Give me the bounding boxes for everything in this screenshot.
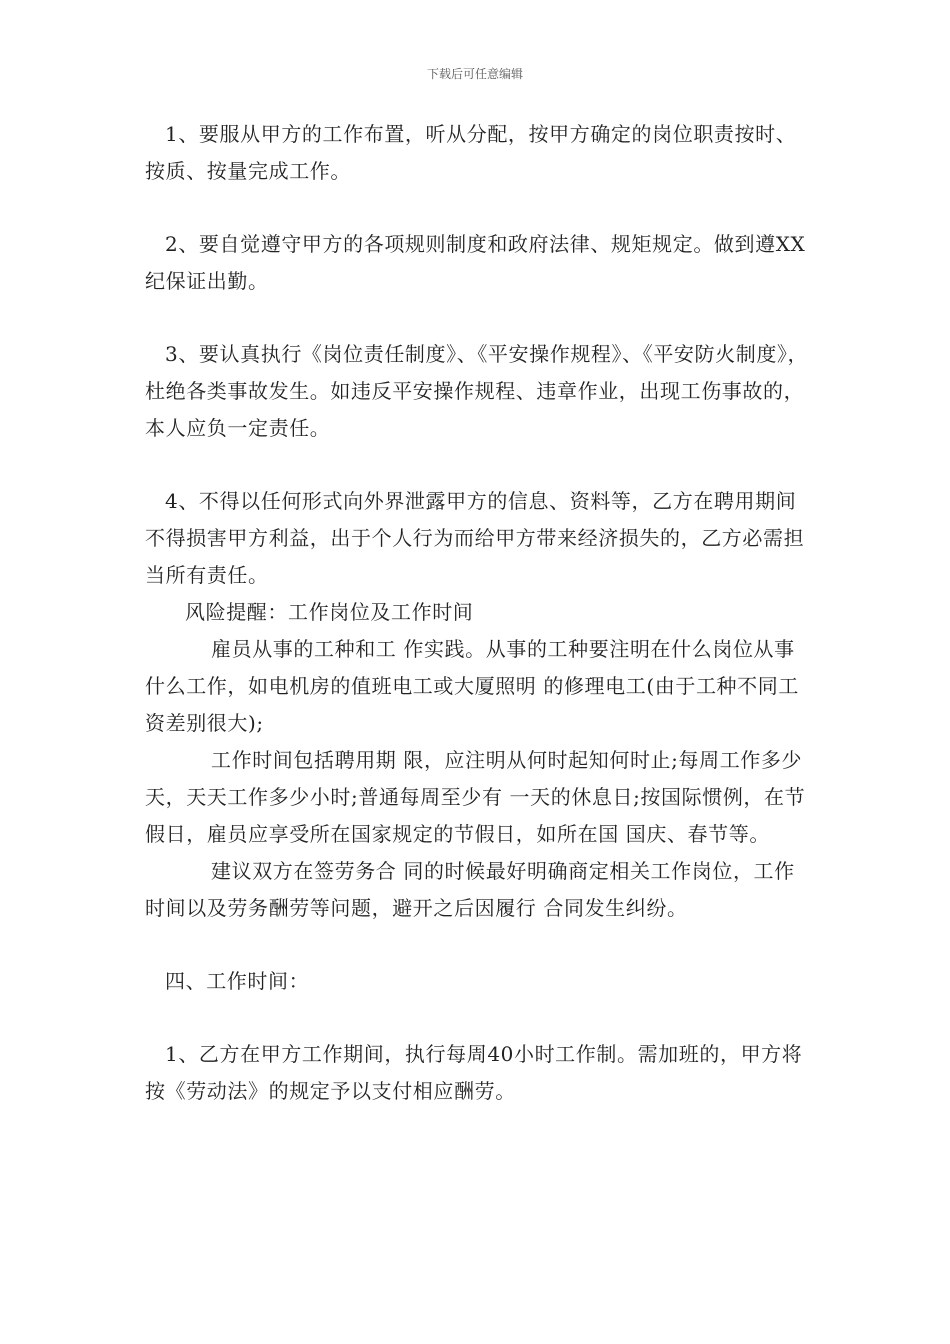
paragraph-gap — [145, 447, 810, 483]
paragraph-gap — [145, 190, 810, 226]
risk-reminder-heading: 风险提醒：工作岗位及工作时间 — [185, 600, 474, 624]
paragraph-item-1: 1、要服从甲方的工作布置，听从分配，按甲方确定的岗位职责按时、按质、按量完成工作。 — [145, 122, 797, 183]
section-heading-work-time: 四、工作时间： — [165, 969, 310, 993]
document-body — [145, 116, 810, 1110]
risk-reminder-paragraph-1: 雇员从事的工种和工 作实践。从事的工种要注明在什么岗位从事什么工作，如电机房的值班电工或大厦照明 的修理电工(由于工种不同工资差别很大); — [145, 637, 799, 735]
paragraph-item-work-hours: 1、乙方在甲方工作期间，执行每周40小时工作制。需加班的，甲方将按《劳动法》的规定予以支付相应酬劳。 — [145, 1042, 803, 1103]
paragraph-item-4: 4、不得以任何形式向外界泄露甲方的信息、资料等，乙方在聘用期间不得损害甲方利益，出于个人行为而给甲方带来经济损失的，乙方必需担当所有责任。 — [145, 489, 805, 587]
risk-reminder-paragraph-2: 工作时间包括聘用期 限，应注明从何时起知何时止;每周工作多少天，天天工作多少小时;普通每周至少有 一天的休息日;按国际惯例，在节假日，雇员应享受所在国家规定的节假日，如所在国 国庆、春节等。 — [145, 748, 806, 846]
paragraph-item-3: 3、要认真执行《岗位责任制度》、《平安操作规程》、《平安防火制度》，杜绝各类事故发生。如违反平安操作规程、违章作业，出现工伤事故的，本人应负一定责任。 — [145, 342, 809, 440]
paragraph-gap — [145, 1000, 810, 1036]
paragraph-gap — [145, 300, 810, 336]
paragraph-item-2: 2、要自觉遵守甲方的各项规则制度和政府法律、规矩规定。做到遵XX纪保证出勤。 — [145, 232, 806, 293]
page-header: 下载后可任意编辑 — [426, 67, 523, 81]
paragraph-gap — [145, 927, 810, 963]
risk-reminder-paragraph-3: 建议双方在签劳务合 同的时候最好明确商定相关工作岗位，工作时间以及劳务酬劳等问题，避开之后因履行 合同发生纠纷。 — [145, 859, 795, 920]
